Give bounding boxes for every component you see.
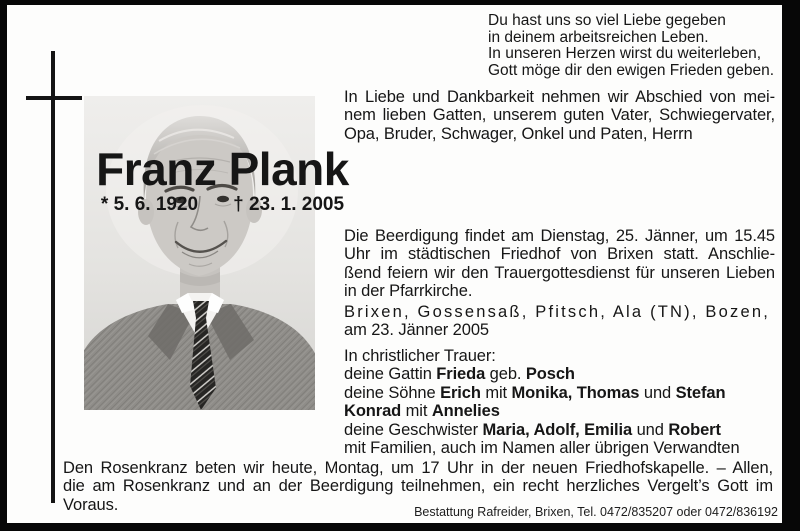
funeral-info [344, 227, 775, 301]
mourning-name: Monika, Thomas [511, 383, 640, 402]
mourning-text: deine Söhne [344, 383, 441, 402]
obituary-card [7, 5, 782, 523]
life-dates [7, 195, 438, 214]
mourning-name: Erich [440, 383, 481, 402]
farewell-line: Opa, Bruder, Schwager, Onkel und Paten, Herrn [344, 124, 693, 143]
mourning-heading: In christlicher Trauer: [344, 347, 496, 365]
mourning-text: mit [480, 383, 512, 402]
mourning-name: Stefan [675, 383, 726, 402]
funeral-line: Uhr im städtischen Friedhof von Brixen statt. Anschlie- [344, 245, 775, 264]
mourning-text: und [632, 420, 669, 439]
verse-line: Du hast uns so viel Liebe gegeben [488, 12, 726, 29]
rosary-line: Den Rosenkranz beten wir heute, Montag, um 17 Uhr in der neuen Friedhofskapelle. – Allen, [63, 459, 773, 477]
death-date: † 23. 1. 2005 [233, 194, 345, 215]
mourning-line [344, 421, 775, 439]
mourning-name: Robert [668, 420, 721, 439]
cross-vertical-bar [51, 51, 55, 503]
funeral-line: in der Pfarrkirche. [344, 282, 473, 301]
verse-line: in deinem arbeitsreichen Leben. [488, 28, 709, 46]
mourning-text: deine Geschwister [344, 420, 483, 439]
mourning-line [344, 384, 775, 402]
dateline [344, 303, 775, 340]
rosary-line: die am Rosenkranz und an der Beerdigung teilnehmen, ein recht herzliches Vergelt’s Gott im [63, 477, 773, 496]
funeral-line: Die Beerdigung findet am Dienstag, 25. Jänner, um 15.45 [344, 227, 775, 245]
funeral-home-info: Bestattung Rafreider, Brixen, Tel. 0472/835207 oder 0472/836192 [414, 505, 778, 519]
places-line: Brixen, Gossensaß, Pfitsch, Ala (TN), Bozen, [344, 303, 771, 321]
mourning-name: Maria, Adolf, Emilia [482, 420, 633, 439]
mourning-name: Konrad [344, 402, 402, 421]
mourning-name: Annelies [431, 402, 500, 421]
mourning-text: mit [401, 402, 432, 421]
mourning-family [344, 347, 775, 457]
cross-horizontal-bar [26, 96, 82, 100]
date-line: am 23. Jänner 2005 [344, 321, 489, 340]
deceased-name: Franz Plank [96, 143, 349, 195]
mourning-line [344, 402, 775, 420]
mourning-text: mit Familien, auch im Namen aller übrigen Verwandten [344, 439, 740, 458]
mourning-text: und [639, 383, 676, 402]
mourning-line [344, 365, 775, 383]
mourning-text: deine Gattin [344, 365, 437, 384]
verse-line: Gott möge dir den ewigen Frieden geben. [488, 61, 775, 79]
mourning-name: Posch [525, 365, 575, 384]
mourning-text: geb. [485, 365, 526, 384]
farewell-text [344, 88, 775, 143]
farewell-line: nem lieben Gatten, unserem guten Vater, Schwiegervater, [344, 106, 775, 125]
birth-date: * 5. 6. 1920 [100, 194, 199, 215]
memorial-verse [488, 13, 774, 79]
funeral-line: ßend feiern wir den Trauergottesdienst für unseren Lieben [344, 263, 775, 282]
mourning-name: Frieda [436, 365, 486, 384]
farewell-line: In Liebe und Dankbarkeit nehmen wir Abschied von mei- [344, 88, 775, 106]
mourning-line [344, 439, 775, 457]
rosary-line: Voraus. [63, 495, 119, 514]
verse-line: In unseren Herzen wirst du weiterleben, [488, 45, 762, 63]
